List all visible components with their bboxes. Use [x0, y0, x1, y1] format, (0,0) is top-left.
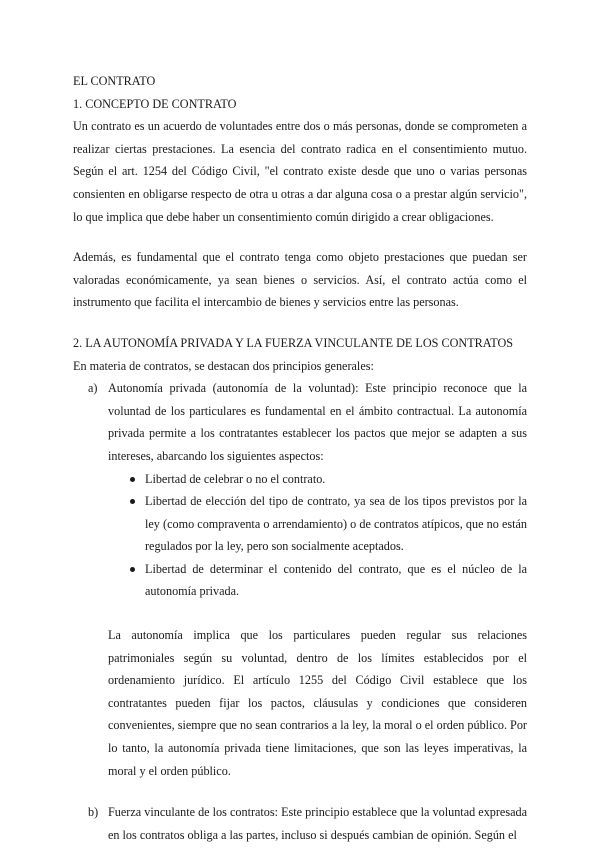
section-1-paragraph-2: Además, es fundamental que el contrato tenga como objeto prestaciones que puedan ser valoradas económicamente, ya sean bienes o servicios. Así, el contrato actúa como el instrumento que facilita el intercambio de bienes y servicios entre las personas.: [73, 250, 527, 310]
item-a-text: Autonomía privada (autonomía de la voluntad): Este principio reconoce que la voluntad de los particulares es fundamental en el ámbito contractual. La autonomía privada permite a los contratantes establecer los pactos que mejor se adapten a sus intereses, abarcando los siguientes aspectos:: [108, 381, 527, 463]
spacer: [73, 228, 527, 246]
spacer: [108, 603, 527, 624]
list-item-a: [73, 377, 527, 782]
section-1-paragraph-1: Un contrato es un acuerdo de voluntades entre dos o más personas, donde se comprometen a realizar ciertas prestaciones. La esencia del contrato radica en el consentimiento mutuo. Según el art. 1254 del Código Civil, "el contrato existe desde que uno o varias personas consienten en obligarse respecto de otra u otras a dar alguna cosa o a prestar algún servicio", lo que implica que debe haber un consentimiento común dirigido a crear obligaciones.: [73, 119, 527, 224]
principles-list: [73, 377, 527, 846]
list-marker-a: a): [88, 381, 98, 396]
bullet-item: Libertad de determinar el contenido del contrato, que es el núcleo de la autonomía privada.: [108, 558, 527, 603]
autonomy-aspects-list: [108, 468, 527, 604]
section-2-intro: En materia de contratos, se destacan dos principios generales:: [73, 358, 374, 373]
item-a-closing: La autonomía implica que los particulares pueden regular sus relaciones patrimoniales según su voluntad, dentro de los límites establecidos por el ordenamiento jurídico. El artículo 1255 del Código Civil establece que los contratantes pueden fijar los pactos, cláusulas y condiciones que consideren convenientes, siempre que no sean contrarios a la ley, la moral o el orden público. Por lo tanto, la autonomía privada tiene limitaciones, que son las leyes imperativas, la moral y el orden público.: [108, 628, 527, 778]
bullet-item: Libertad de celebrar o no el contrato.: [108, 468, 527, 491]
item-b-text: Fuerza vinculante de los contratos: Este principio establece que la voluntad expresada en los contratos obliga a las partes, incluso si después cambian de opinión. Según el: [108, 805, 527, 842]
document-title: EL CONTRATO: [73, 74, 156, 88]
spacer: [73, 314, 527, 332]
bullet-item: Libertad de elección del tipo de contrato, ya sea de los tipos previstos por la ley (como compraventa o arrendamiento) o de contratos atípicos, que no están regulados por la ley, pero son socialmente aceptados.: [108, 490, 527, 558]
section-1-heading: 1. CONCEPTO DE CONTRATO: [73, 96, 237, 111]
document-body: [73, 70, 527, 846]
section-2-heading: 2. LA AUTONOMÍA PRIVADA Y LA FUERZA VINCULANTE DE LOS CONTRATOS: [73, 335, 514, 350]
list-item-b: [73, 801, 527, 846]
spacer: [73, 782, 527, 801]
list-marker-b: b): [88, 805, 99, 820]
